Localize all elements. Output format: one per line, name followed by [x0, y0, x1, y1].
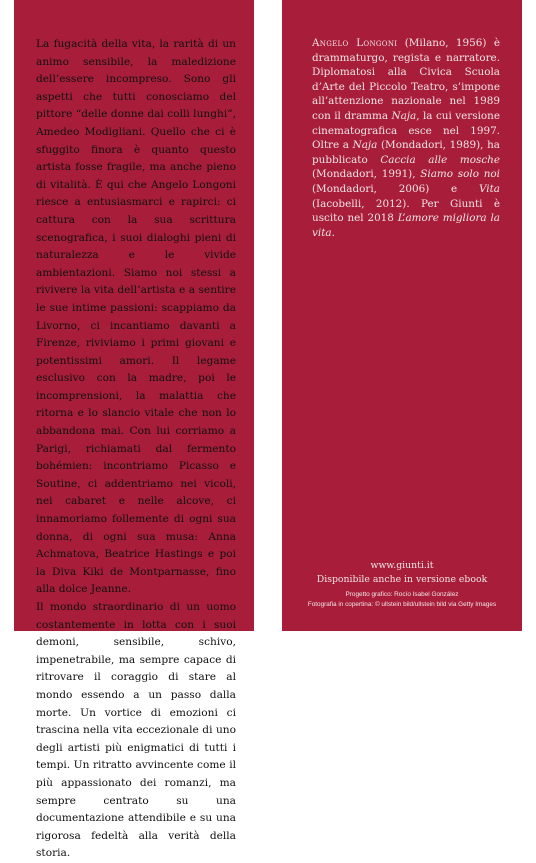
bio-title: Naja — [391, 109, 417, 122]
bio-title: Naja — [352, 139, 378, 152]
bio-text: (Mondadori, 1991), — [312, 168, 421, 181]
author-bio — [312, 36, 500, 240]
bio-text: (Milano, 1956) è drammaturgo, regista e narratore. Diplomatosi alla Civica Scuola d’Arte del Piccolo Teatro, s’impone all’attenzione nazionale nel 1989 con il dramma — [312, 37, 500, 122]
front-flap — [14, 0, 254, 860]
bio-title: Vita — [478, 182, 500, 195]
bio-text: (Mondadori, 2006) e — [312, 182, 479, 195]
synopsis-text — [36, 36, 236, 863]
ebook-availability: Disponibile anche in versione ebook — [316, 574, 488, 585]
author-name: Angelo Longoni — [312, 37, 398, 49]
synopsis-paragraph-2: Il mondo straordinario di un uomo costantemente in lotta con i suoi demoni, sensibile, schivo, impenetrabile, ma sempre capace di ritrovare il coraggio di stare al mondo essendo a un passo dalla morte. Un vortice di emozioni ci trascina nella vita eccezionale di uno degli artisti più enigmatici di tutti i tempi. Un ritratto avvincente come il più appassionato dei romanzi, ma sempre centrato su una documentazione attendibile e su una rigorosa fedeltà alla verità della storia. — [36, 601, 236, 860]
photo-credit: Fotografia in copertina: © ullstein bild/ullstein bild via Getty Images — [307, 601, 497, 608]
bio-text: (Mondadori, 1989), ha pubblicato — [312, 139, 500, 166]
bio-title: L’amore migliora la vita — [312, 212, 500, 239]
synopsis-paragraph-1: La fugacità della vita, la rarità di un animo sensibile, la maledizione dell’essere incompreso. Sono gli aspetti che tutti conosciamo del pittore “delle donne dai colli lunghi”, Amedeo Modigliani. Quello che ci è sfuggito finora è quanto questo artista fosse fragile, ma anche pieno di vitalità. È qui che Angelo Longoni riesce a entusiasmarci e rapirci: ci cattura con la sua scrittura scenografica, i suoi dialoghi pieni di naturalezza e le vivide ambientazioni. Siamo noi stessi a rivivere la vita dell’artista e a sentire le sue intime passioni: scappiamo da Livorno, ci incantiamo davanti a Firenze, riviviamo i primi giovani e potentissimi amori. Il legame esclusivo con la madre, poi le incomprensioni, la malattia che ritorna e lo slancio vitale che non lo abbandona mai. Con lui corriamo a Parigi, richiamati dal fermento bohémien: incontriamo Picasso e Soutine, ci addentriamo nei vicoli, nei cabaret e nelle alcove, ci innamoriamo follemente di ogni sua donna, di ogni sua musa: Anna Achmatova, Beatrice Hastings e poi la Diva Kiki de Montparnasse, fino alla dolce Jeanne. — [36, 38, 236, 596]
back-flap — [282, 0, 522, 631]
bio-text: . — [331, 226, 335, 239]
bio-text: (Iacobelli, 2012). Per Giunti è uscito nel 2018 — [312, 197, 500, 225]
bio-text: , la cui versione cinematografica esce nel 1997. Oltre a — [312, 109, 500, 152]
design-credit: Progetto grafico: Rocío Isabel González — [345, 591, 459, 598]
bio-title: Caccia alle mosche — [380, 153, 500, 166]
bio-title: Siamo solo noi — [420, 168, 500, 181]
publisher-website: www.giunti.it — [370, 560, 434, 571]
